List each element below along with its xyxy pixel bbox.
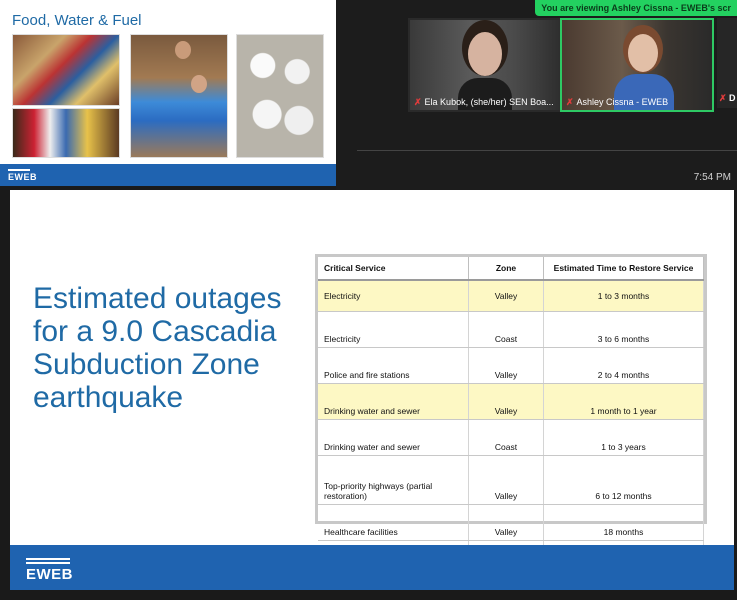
cell-zone: Valley xyxy=(469,280,544,312)
thumbnail-slide-title: Food, Water & Fuel xyxy=(12,12,142,29)
canned-food-photo xyxy=(12,34,120,106)
table-row xyxy=(318,348,704,384)
propane-tanks-photo xyxy=(236,34,324,158)
cell-time: 1 to 3 years xyxy=(544,420,704,456)
cell-time: 1 to 3 months xyxy=(544,280,704,312)
table-body xyxy=(318,280,704,577)
column-header-zone: Zone xyxy=(469,257,544,280)
screen-share-banner[interactable]: You are viewing Ashley Cissna - EWEB's scr xyxy=(535,0,737,16)
thumbnail-slide-footer-bar xyxy=(0,164,336,186)
thumbnail-eweb-logo: EWEB xyxy=(8,169,37,182)
participant-name-ela: ✗ Ela Kubok, (she/her) SEN Boa... xyxy=(414,97,554,107)
cell-service: Drinking water and sewer xyxy=(318,420,469,456)
gallery-divider xyxy=(357,150,737,151)
canned-goods-photo xyxy=(12,108,120,158)
cell-time: 2 to 4 months xyxy=(544,348,704,384)
thumbnail-slide xyxy=(0,0,336,186)
table-row xyxy=(318,312,704,348)
outage-table xyxy=(318,257,704,577)
table-header-row xyxy=(318,257,704,280)
participant-face-ashley xyxy=(628,34,658,72)
muted-mic-icon: ✗ xyxy=(414,97,422,107)
person-1-head xyxy=(175,41,191,59)
slide-eweb-logo: EWEB xyxy=(26,558,73,583)
person-2-head xyxy=(191,75,207,93)
table-row xyxy=(318,384,704,420)
cell-time: 1 month to 1 year xyxy=(544,384,704,420)
table-row xyxy=(318,420,704,456)
cell-zone: Valley xyxy=(469,348,544,384)
participant-tile-partial[interactable] xyxy=(717,18,737,108)
participant-face-ela xyxy=(468,32,502,76)
table-row xyxy=(318,505,704,541)
cell-service: Top-priority highways (partial restoration) xyxy=(318,456,469,505)
column-header-time: Estimated Time to Restore Service xyxy=(544,257,704,280)
cell-time: 18 months xyxy=(544,505,704,541)
cell-service: Healthcare facilities xyxy=(318,505,469,541)
cell-zone: Valley xyxy=(469,456,544,505)
participant-tile-ela[interactable] xyxy=(408,18,562,112)
cell-zone: Valley xyxy=(469,505,544,541)
main-slide xyxy=(10,190,734,590)
participant-name-ashley: ✗ Ashley Cissna - EWEB xyxy=(566,97,669,107)
cell-service: Electricity xyxy=(318,280,469,312)
outage-table-container xyxy=(315,254,707,537)
table-row xyxy=(318,280,704,312)
slide-footer-bar xyxy=(10,545,734,590)
cell-service: Electricity xyxy=(318,312,469,348)
cell-service: Police and fire stations xyxy=(318,348,469,384)
table-row xyxy=(318,456,704,505)
cell-service: Drinking water and sewer xyxy=(318,384,469,420)
cell-zone: Valley xyxy=(469,384,544,420)
column-header-service: Critical Service xyxy=(318,257,469,280)
muted-mic-icon: ✗ xyxy=(566,97,574,107)
cell-time: 6 to 12 months xyxy=(544,456,704,505)
slide-heading: Estimated outages for a 9.0 Cascadia Subduction Zone earthquake xyxy=(33,282,282,414)
muted-mic-icon: ✗ D xyxy=(719,93,736,103)
cell-zone: Coast xyxy=(469,312,544,348)
cell-time: 3 to 6 months xyxy=(544,312,704,348)
cell-zone: Coast xyxy=(469,420,544,456)
clock-time: 7:54 PM xyxy=(693,172,731,183)
participant-tile-ashley[interactable] xyxy=(560,18,714,112)
water-containers-photo xyxy=(130,34,228,158)
